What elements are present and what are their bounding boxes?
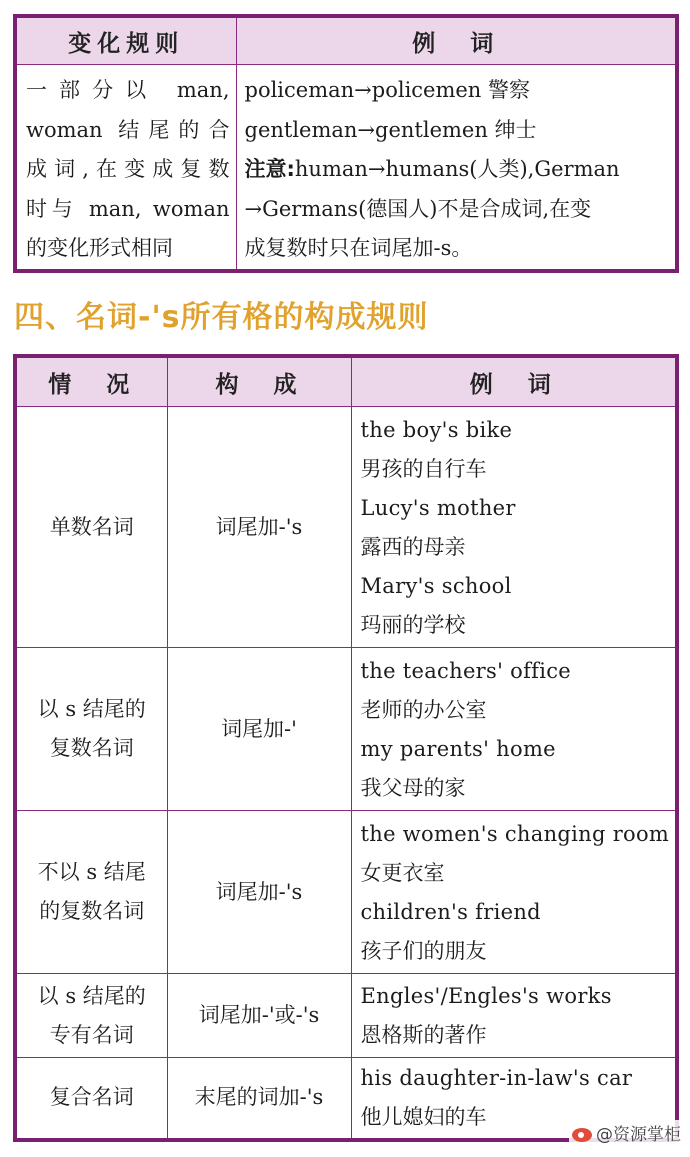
- situation-cell: [15, 974, 167, 1058]
- example-line: 露西的母亲: [360, 535, 466, 559]
- rule-line: woman 结尾的合: [26, 117, 230, 142]
- formation-cell: 词尾加-'或-'s: [167, 974, 351, 1058]
- example-line: the teachers' office: [360, 659, 572, 683]
- example-line: 女更衣室: [360, 861, 445, 885]
- rule-line: 的变化形式相同: [26, 236, 173, 260]
- table2-header-formation: 构 成: [167, 356, 351, 407]
- example-cell: [351, 648, 677, 811]
- example-cell: [351, 811, 677, 974]
- formation-cell: 词尾加-'s: [167, 811, 351, 974]
- situation-line: 的复数名词: [39, 899, 145, 923]
- example-line: 男孩的自行车: [360, 457, 487, 481]
- situation-line: 以 s 结尾的: [37, 697, 146, 721]
- table-row: [15, 407, 677, 648]
- example-line: his daughter-in-law's car: [360, 1065, 633, 1090]
- rule-line: 一部分以 man,: [26, 78, 230, 102]
- example-cell: [351, 974, 677, 1058]
- situation-line: 不以 s 结尾: [37, 860, 146, 884]
- note-text: human→humans(人类),German: [294, 157, 620, 181]
- table1-header-rule: 变化规则: [15, 16, 236, 65]
- rule-line: 成词,在变成复数: [26, 157, 230, 181]
- situation-cell: [15, 407, 167, 648]
- table2-header-situation: 情 况: [15, 356, 167, 407]
- example-line: 恩格斯的著作: [360, 1022, 487, 1047]
- compound-noun-plural-table: [13, 14, 679, 273]
- example-line: the boy's bike: [360, 418, 513, 442]
- situation-line: 单数名词: [49, 514, 134, 539]
- table1-row: [15, 65, 677, 271]
- example-line: Lucy's mother: [360, 496, 516, 520]
- situation-line: 复数名词: [49, 736, 134, 760]
- example-line: the women's changing room: [360, 822, 670, 846]
- example-line: gentleman→gentlemen 绅士: [244, 117, 537, 142]
- example-line: policeman→policemen 警察: [244, 78, 531, 102]
- example-line: children's friend: [360, 900, 541, 924]
- example-line: Engles'/Engles's works: [360, 983, 612, 1008]
- note-line: 成复数时只在词尾加-s。: [244, 236, 473, 260]
- example-line: 老师的办公室: [360, 698, 487, 722]
- section-heading: 四、名词-'s所有格的构成规则: [14, 300, 429, 335]
- table2-header-example: 例 词: [351, 356, 677, 407]
- watermark-text: @资源掌柜: [596, 1125, 681, 1145]
- table-row: [15, 811, 677, 974]
- note-line: →Germans(德国人)不是合成词,在变: [244, 196, 592, 221]
- formation-cell: 末尾的词加-'s: [167, 1058, 351, 1140]
- situation-line: 复合名词: [49, 1085, 134, 1110]
- situation-cell: [15, 648, 167, 811]
- table1-rule-cell: [15, 65, 236, 271]
- example-line: Mary's school: [360, 574, 512, 598]
- table1-header-example: 例 词: [236, 16, 677, 65]
- table1-header-row: [15, 16, 677, 65]
- watermark: [569, 1120, 684, 1145]
- possessive-rules-table: [13, 354, 679, 1142]
- weibo-icon: [572, 1128, 592, 1142]
- formation-cell: 词尾加-': [167, 648, 351, 811]
- table-row: [15, 974, 677, 1058]
- note-line: [245, 150, 670, 190]
- rule-line: 时与 man, woman: [26, 196, 230, 221]
- table-row: [15, 648, 677, 811]
- table2-header-row: [15, 356, 677, 407]
- situation-line: 以 s 结尾的: [37, 983, 146, 1008]
- example-line: 我父母的家: [360, 776, 466, 800]
- table1-example-cell: [236, 65, 677, 271]
- example-line: 孩子们的朋友: [360, 939, 487, 963]
- example-cell: [351, 407, 677, 648]
- situation-cell: [15, 811, 167, 974]
- note-label: 注意:: [244, 157, 295, 181]
- example-line: 他儿媳妇的车: [360, 1104, 487, 1129]
- example-line: my parents' home: [360, 737, 556, 761]
- formation-cell: 词尾加-'s: [167, 407, 351, 648]
- situation-cell: [15, 1058, 167, 1140]
- example-line: 玛丽的学校: [360, 613, 466, 637]
- situation-line: 专有名词: [49, 1022, 134, 1047]
